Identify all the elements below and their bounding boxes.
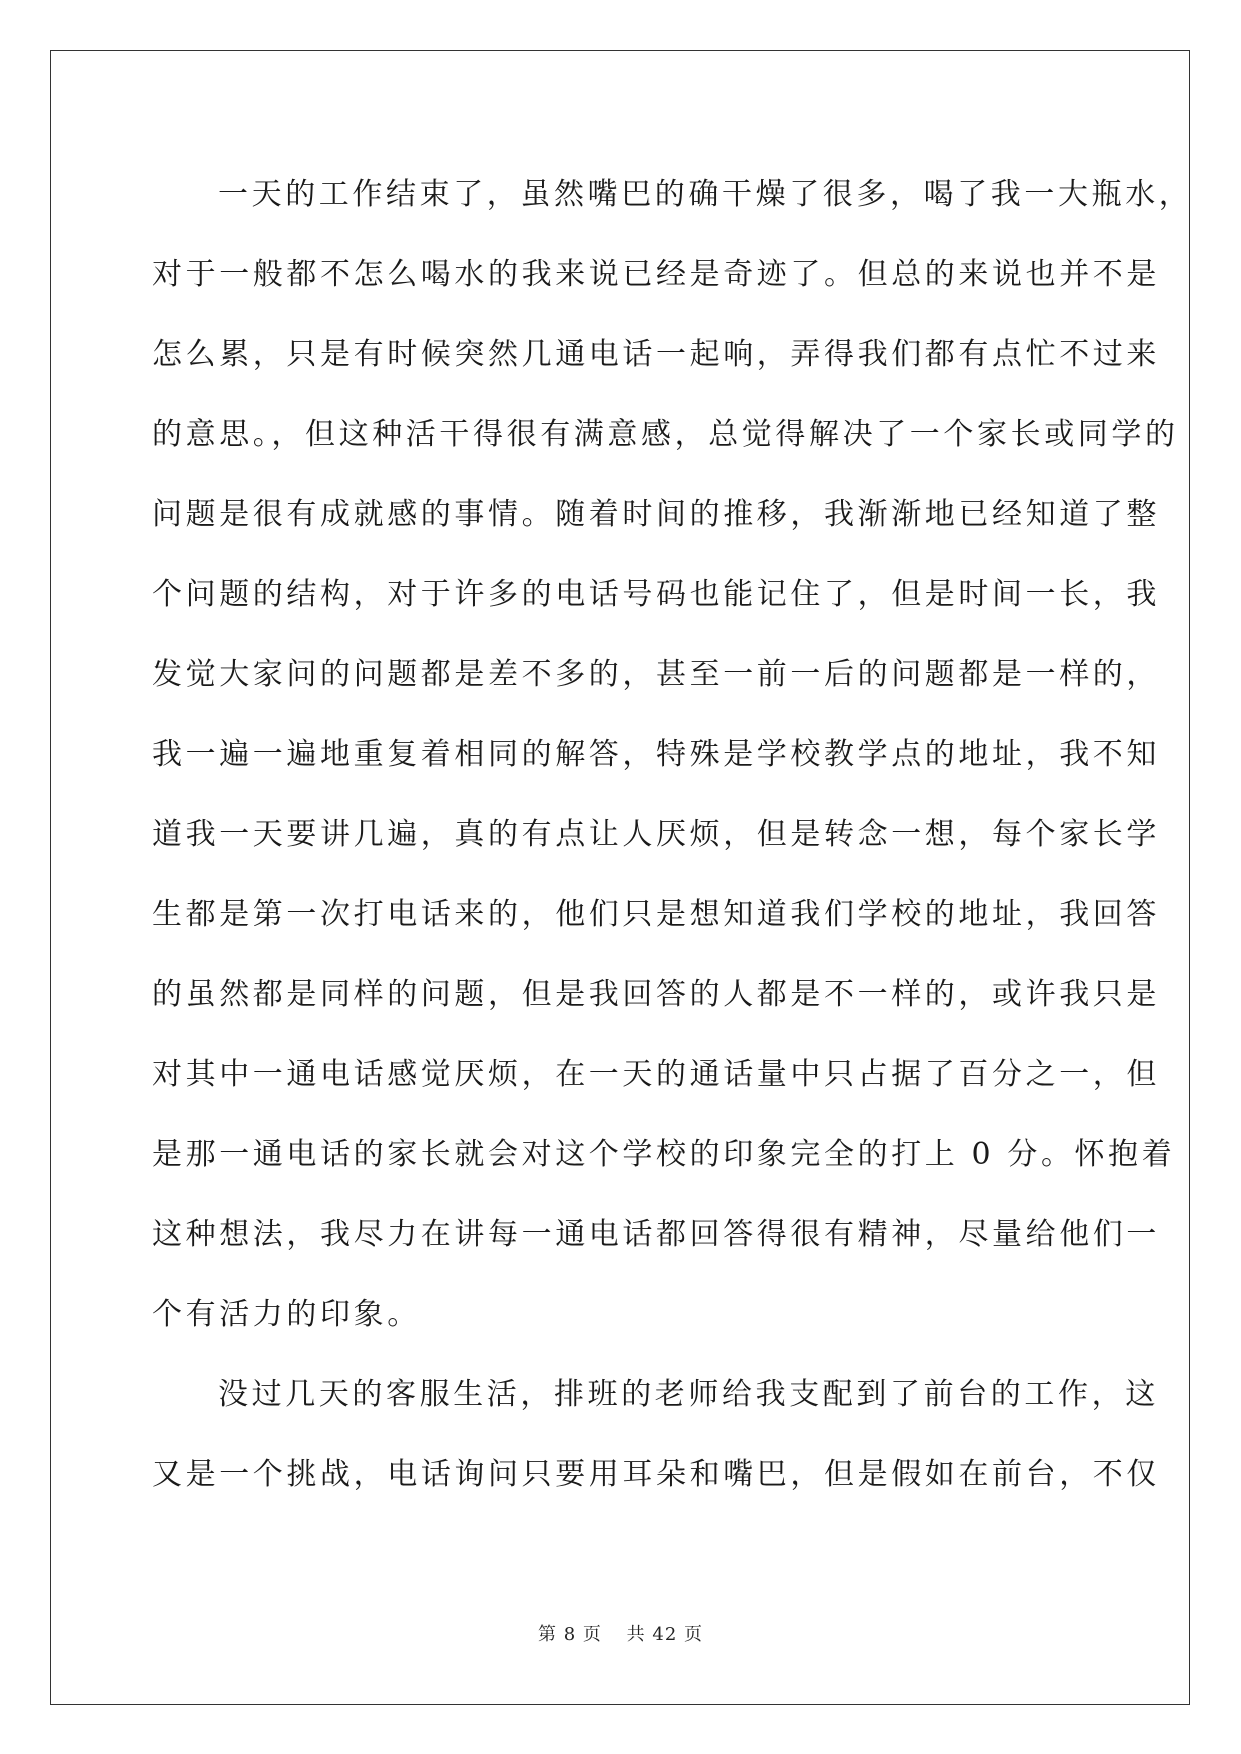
text-line: 一天的工作结束了，虽然嘴巴的确干燥了很多，喝了我一大瓶水，	[218, 177, 1193, 212]
text-line: 的虽然都是同样的问题，但是我回答的人都是不一样的，或许我只是	[152, 977, 1160, 1012]
document-body	[152, 168, 1193, 1528]
page-footer	[0, 1620, 1241, 1646]
text-line: 对于一般都不怎么喝水的我来说已经是奇迹了。但总的来说也并不是	[152, 257, 1160, 292]
text-line: 没过几天的客服生活，排班的老师给我支配到了前台的工作，这	[218, 1377, 1159, 1412]
text-line: 个有活力的印象。	[152, 1297, 421, 1332]
text-line: 又是一个挑战，电话询问只要用耳朵和嘴巴，但是假如在前台，不仅	[152, 1457, 1160, 1492]
text-line: 这种想法，我尽力在讲每一通电话都回答得很有精神，尽量给他们一	[152, 1217, 1160, 1252]
text-line: 发觉大家问的问题都是差不多的，甚至一前一后的问题都是一样的，	[152, 657, 1160, 692]
text-line: 生都是第一次打电话来的，他们只是想知道我们学校的地址，我回答	[152, 897, 1160, 932]
page-number-total: 共 42 页	[626, 1624, 703, 1645]
text-line: 我一遍一遍地重复着相同的解答，特殊是学校教学点的地址，我不知	[152, 737, 1160, 772]
text-line: 问题是很有成就感的事情。随着时间的推移，我渐渐地已经知道了整	[152, 497, 1160, 532]
text-line: 个问题的结构，对于许多的电话号码也能记住了，但是时间一长，我	[152, 577, 1160, 612]
text-line: 对其中一通电话感觉厌烦，在一天的通话量中只占据了百分之一，但	[152, 1057, 1160, 1092]
text-line: 是那一通电话的家长就会对这个学校的印象完全的打上 0 分。怀抱着	[152, 1137, 1176, 1172]
text-line: 道我一天要讲几遍，真的有点让人厌烦，但是转念一想，每个家长学	[152, 817, 1160, 852]
text-line: 的意思。，但这种活干得很有满意感，总觉得解决了一个家长或同学的	[152, 417, 1179, 452]
page-number-current: 第 8 页	[538, 1624, 602, 1645]
text-line: 怎么累，只是有时候突然几通电话一起响，弄得我们都有点忙不过来	[152, 337, 1160, 372]
